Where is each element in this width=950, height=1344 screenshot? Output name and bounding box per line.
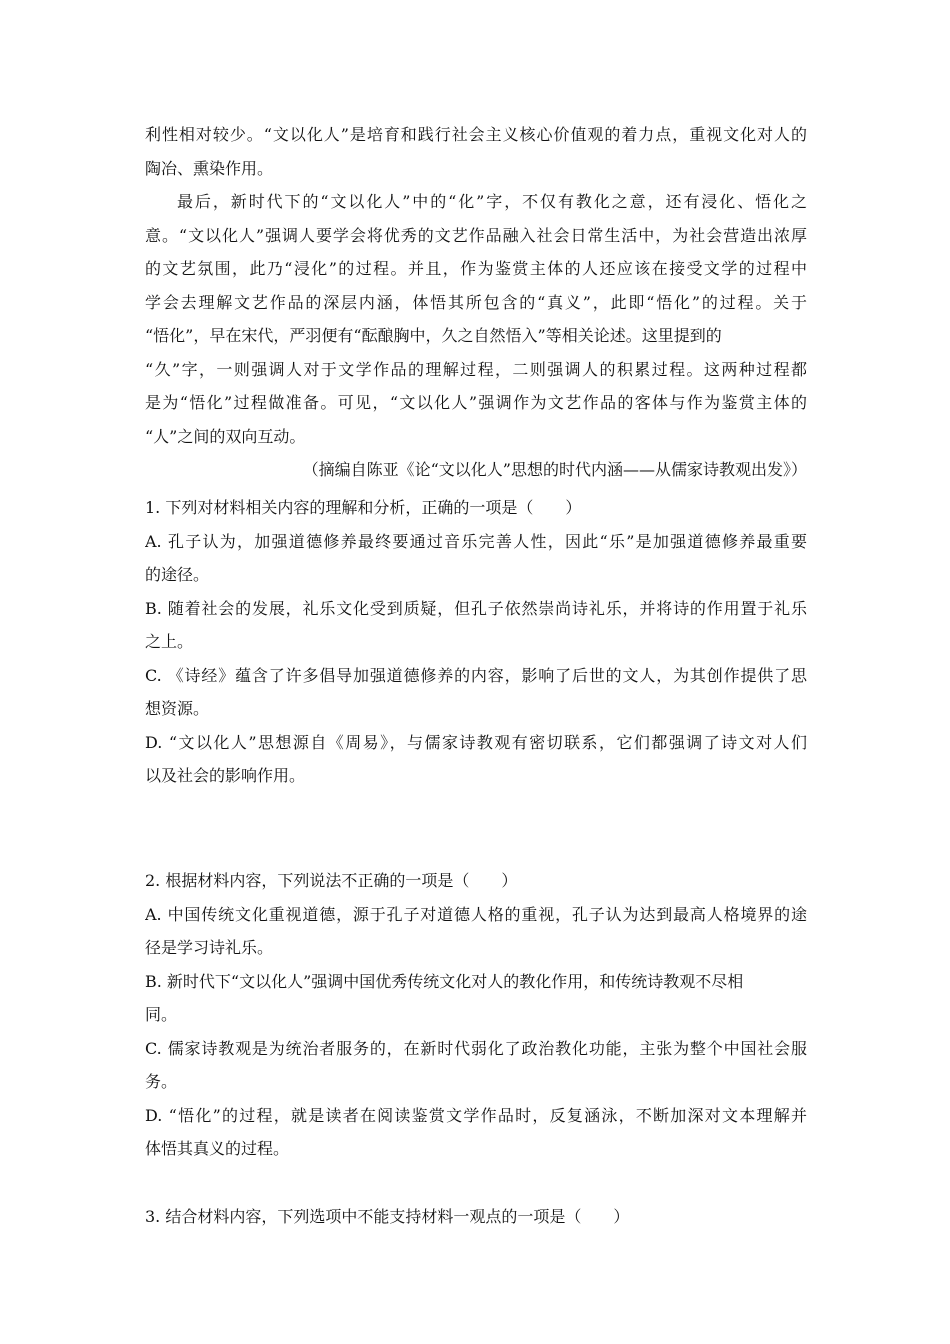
passage-line: “人”之间的双向互动。 bbox=[145, 426, 306, 446]
option-a-cont: 的途径。 bbox=[145, 565, 210, 584]
option-c: C. 《诗经》蕴含了许多倡导加强道德修养的内容，影响了后世的文人，为其创作提供了思 bbox=[145, 665, 807, 685]
option-c-cont: 想资源。 bbox=[145, 699, 210, 718]
option-d: D. “悟化”的过程，就是读者在阅读鉴赏文学作品时，反复涵泳，不断加深对文本理解并 bbox=[145, 1105, 807, 1125]
passage-line: “久”字，一则强调人对于文学作品的理解过程，二则强调人的积累过程。这两种过程都 bbox=[145, 359, 807, 379]
option-b: B. 随着社会的发展，礼乐文化受到质疑，但孔子依然崇尚诗礼乐，并将诗的作用置于礼乐 bbox=[145, 598, 807, 618]
option-b-cont: 同。 bbox=[145, 1005, 178, 1024]
passage-text bbox=[145, 118, 807, 487]
passage-line: 学会去理解文艺作品的深层内涵，体悟其所包含的“真义”，此即“悟化”的过程。关于 bbox=[145, 292, 807, 312]
question-stem: 3. 结合材料内容，下列选项中不能支持材料一观点的一项是（ ） bbox=[145, 1207, 630, 1226]
question-stem: 2. 根据材料内容，下列说法不正确的一项是（ ） bbox=[145, 871, 518, 890]
option-b-cont: 之上。 bbox=[145, 632, 194, 651]
passage-line: 是为“悟化”过程做准备。可见，“文以化人”强调作为文艺作品的客体与作为鉴赏主体的 bbox=[145, 393, 807, 412]
passage-line: 陶冶、熏染作用。 bbox=[145, 158, 274, 178]
option-d: D. “文以化人”思想源自《周易》，与儒家诗教观有密切联系，它们都强调了诗文对人们 bbox=[145, 732, 807, 752]
option-c: C. 儒家诗教观是为统治者服务的，在新时代弱化了政治教化功能，主张为整个中国社会服 bbox=[145, 1038, 807, 1058]
question-3 bbox=[145, 1200, 807, 1234]
question-stem: 1. 下列对材料相关内容的理解和分析，正确的一项是（ ） bbox=[145, 498, 582, 517]
passage-line: 的文艺氛围，此乃“浸化”的过程。并且，作为鉴赏主体的人还应该在接受文学的过程中 bbox=[145, 259, 807, 278]
option-a-cont: 径是学习诗礼乐。 bbox=[145, 938, 274, 957]
question-1 bbox=[145, 491, 807, 793]
option-d-cont: 体悟其真义的过程。 bbox=[145, 1139, 290, 1158]
question-2 bbox=[145, 864, 807, 1166]
passage-line: 最后，新时代下的“文以化人”中的“化”字，不仅有教化之意，还有浸化、悟化之 bbox=[177, 192, 807, 211]
option-b: B. 新时代下“文以化人”强调中国优秀传统文化对人的教化作用，和传统诗教观不尽相 bbox=[145, 971, 744, 991]
passage-line: 利性相对较少。“文以化人”是培育和践行社会主义核心价值观的着力点，重视文化对人的 bbox=[145, 125, 807, 144]
passage-source: （摘编自陈亚《论“文以化人”思想的时代内涵——从儒家诗教观出发》） bbox=[302, 460, 807, 479]
option-a: A. 中国传统文化重视道德，源于孔子对道德人格的重视，孔子认为达到最高人格境界的途 bbox=[145, 904, 807, 924]
option-a: A. 孔子认为，加强道德修养最终要通过音乐完善人性，因此“乐”是加强道德修养最重要 bbox=[145, 531, 807, 551]
passage-line: 意。“文以化人”强调人要学会将优秀的文艺作品融入社会日常生活中，为社会营造出浓厚 bbox=[145, 225, 807, 245]
option-d-cont: 以及社会的影响作用。 bbox=[145, 766, 306, 785]
passage-line: “悟化”，早在宋代，严羽便有“酝酿胸中，久之自然悟入”等相关论述。这里提到的 bbox=[145, 326, 722, 345]
option-c-cont: 务。 bbox=[145, 1072, 178, 1091]
